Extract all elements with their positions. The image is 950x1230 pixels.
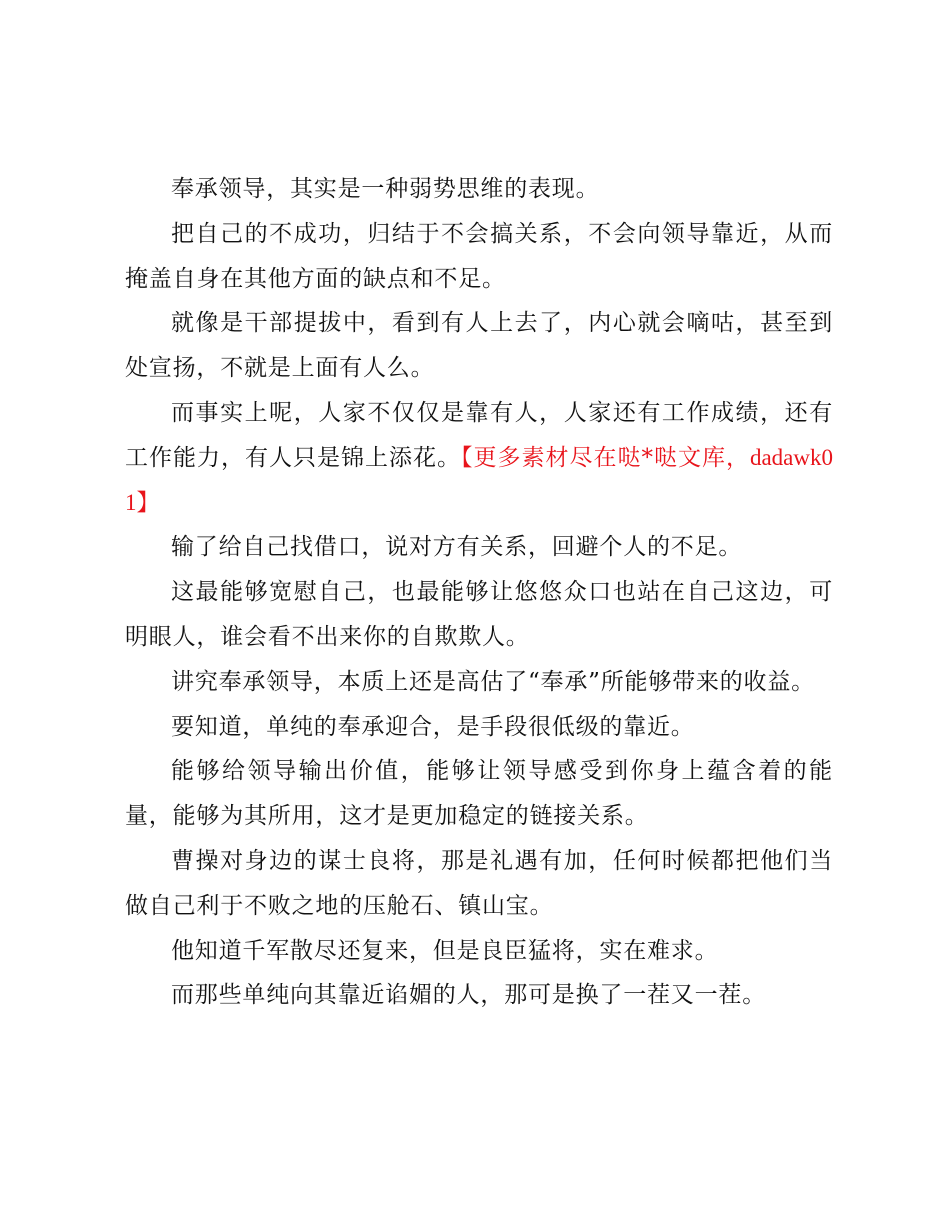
paragraph-with-promo (125, 391, 833, 525)
promo-notice: 【更多素材尽在哒*哒文库， (460, 444, 750, 471)
paragraph: 曹操对身边的谋士良将，那是礼遇有加，任何时候都把他们当做自己利于不败之地的压舱石、镇山宝。 (125, 847, 833, 919)
paragraph: 把自己的不成功，归结于不会搞关系，不会向领导靠近，从而掩盖自身在其他方面的缺点和不足。 (125, 220, 833, 292)
paragraph: 要知道，单纯的奉承迎合，是手段很低级的靠近。 (171, 713, 695, 740)
paragraph: 就像是干部提拔中，看到有人上去了，内心就会嘀咕，甚至到处宣扬，不就是上面有人么。 (125, 310, 833, 382)
document-body (125, 167, 833, 1018)
paragraph: 能够给领导输出价值，能够让领导感受到你身上蕴含着的能量，能够为其所用，这才是更加稳定的链接关系。 (125, 758, 833, 830)
paragraph-text: 而事实上呢，人家不仅仅是靠有人，人家还有工作成绩，还有工作能力，有人只是锦上添花。 (125, 399, 833, 471)
paragraph: 输了给自己找借口，说对方有关系，回避个人的不足。 (171, 534, 743, 561)
paragraph: 奉承领导，其实是一种弱势思维的表现。 (171, 176, 600, 202)
promo-code: dadawk01】 (125, 444, 833, 515)
paragraph: 这最能够宽慰自己，也最能够让悠悠众口也站在自己这边，可明眼人，谁会看不出来你的自欺欺人。 (125, 579, 833, 650)
paragraph: 讲究奉承领导，本质上还是高估了“奉承”所能够带来的收益。 (171, 668, 815, 695)
paragraph: 他知道千军散尽还复来，但是良臣猛将，实在难求。 (171, 937, 719, 964)
paragraph: 而那些单纯向其靠近谄媚的人，那可是换了一茬又一茬。 (171, 982, 766, 1009)
